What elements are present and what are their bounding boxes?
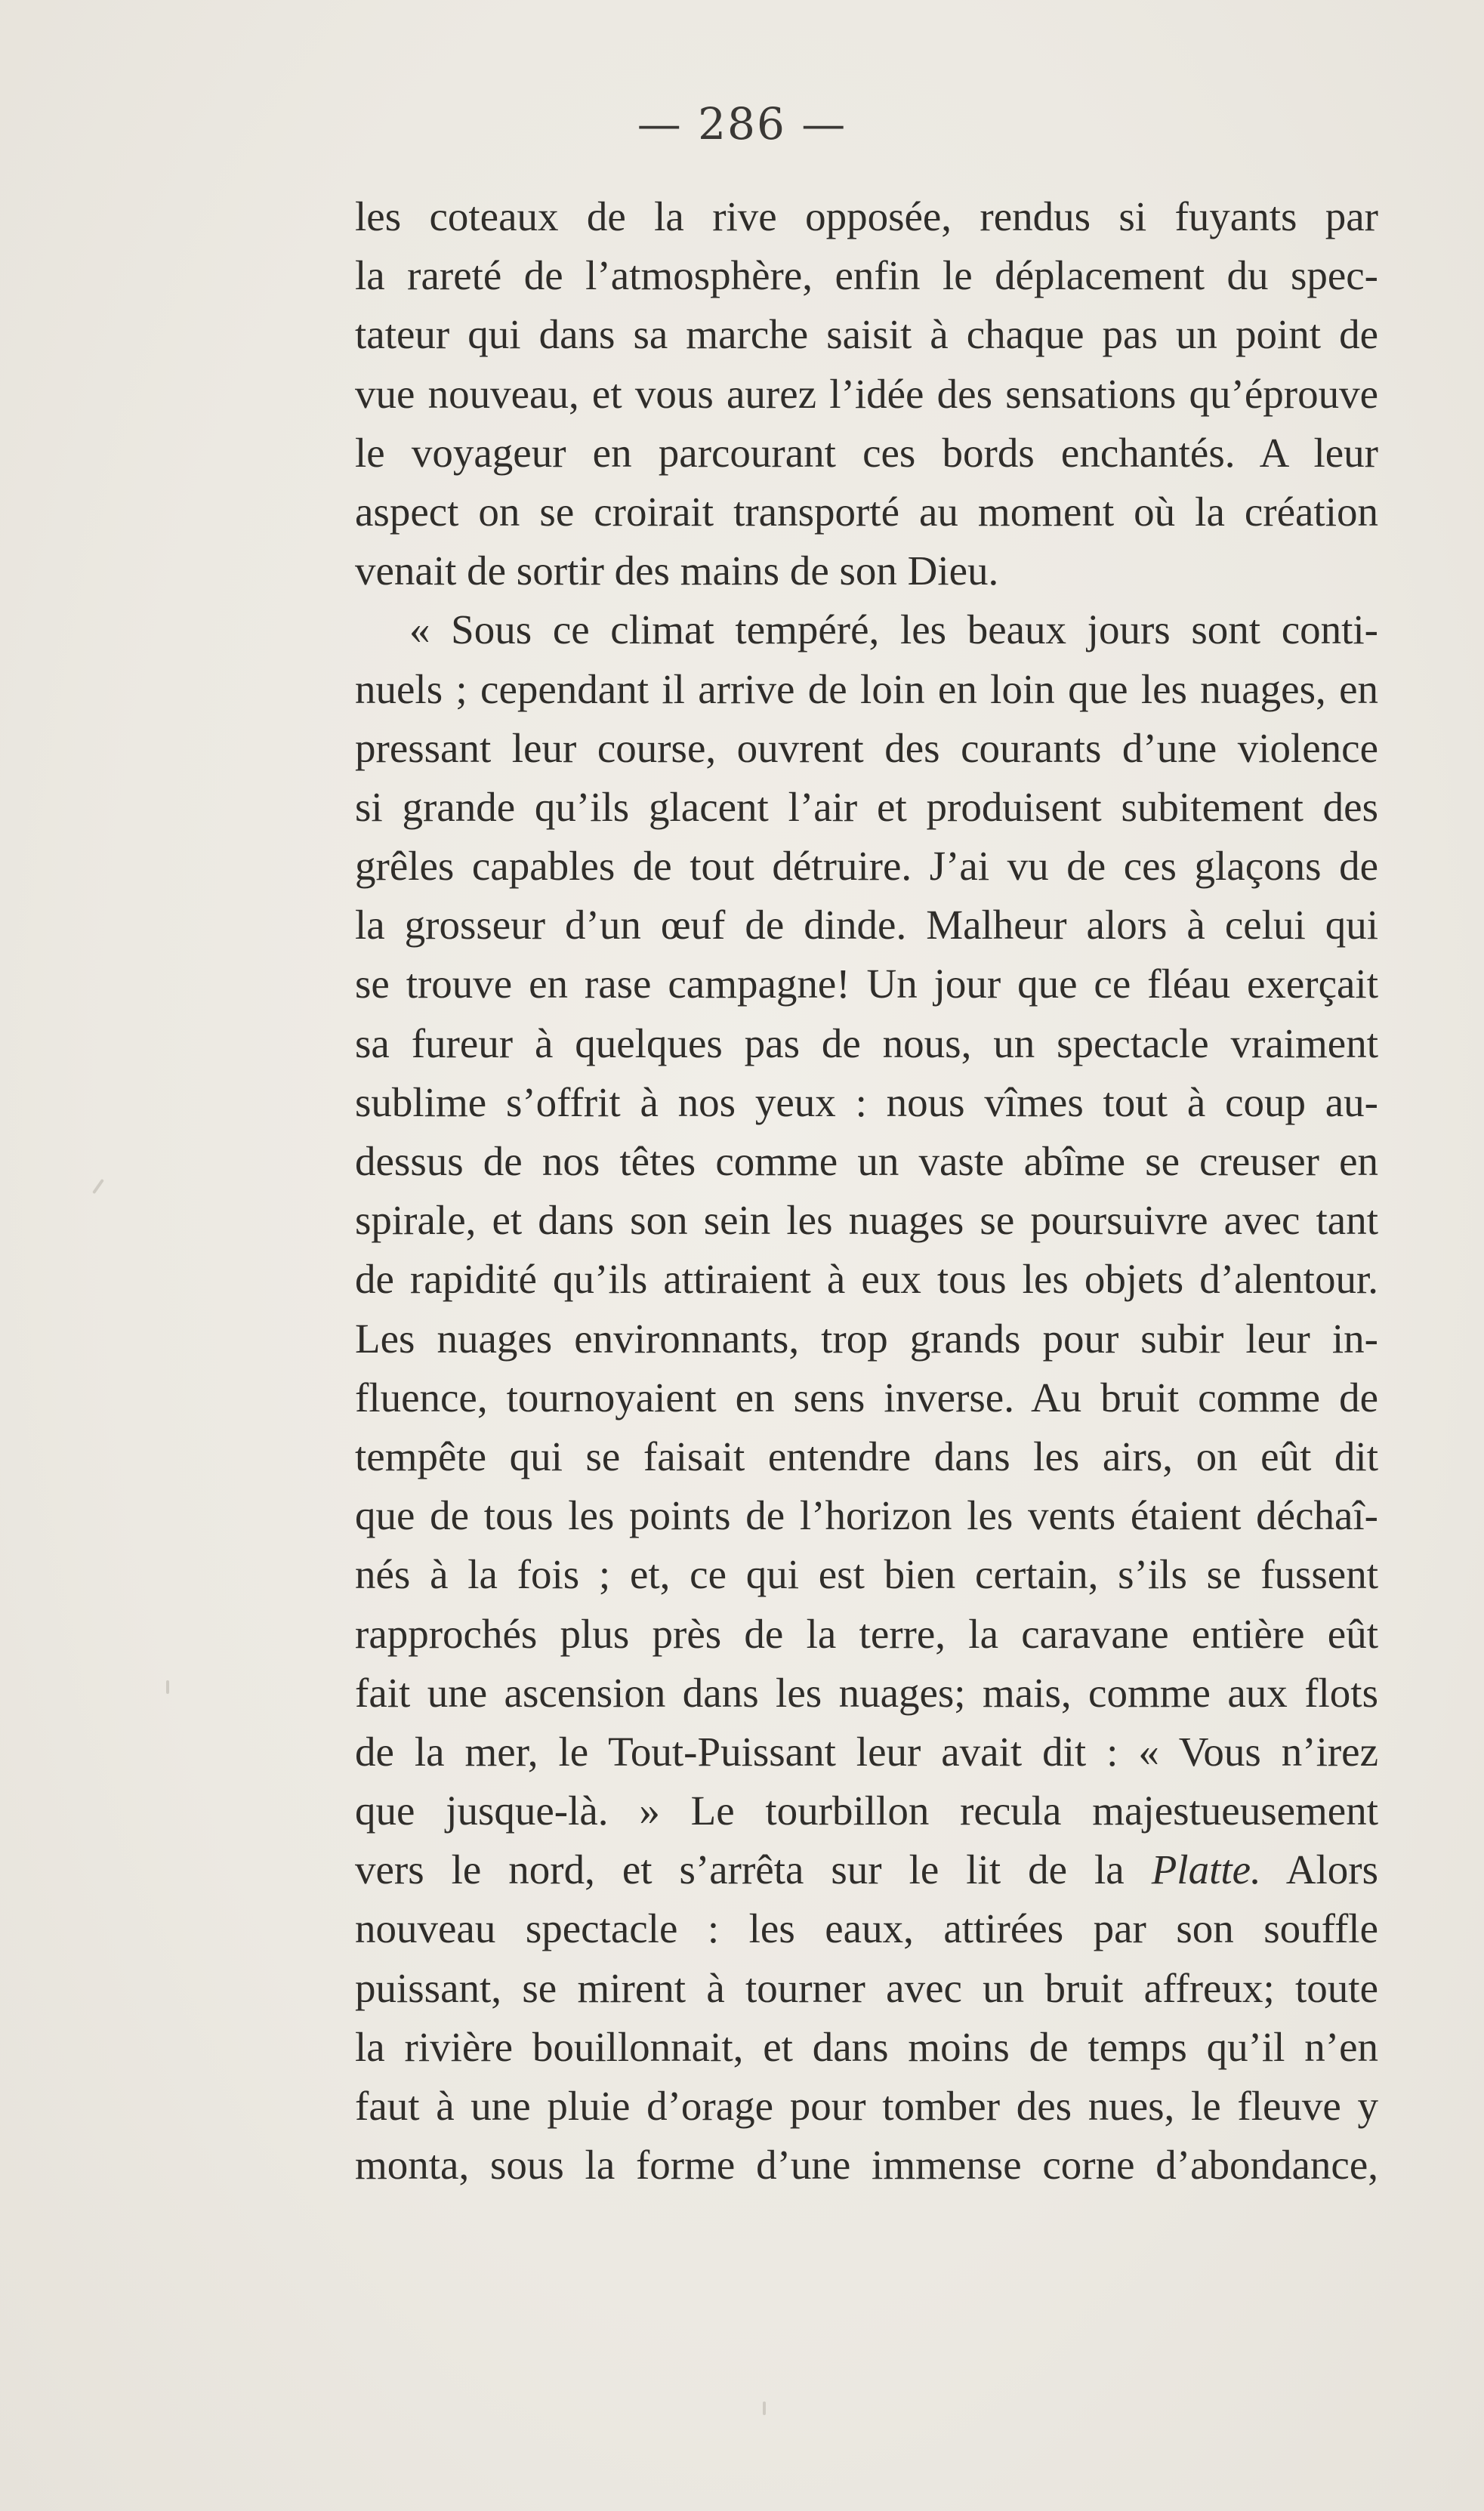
text-line: les coteaux de la rive opposée, rendus si fuyants par bbox=[355, 193, 1378, 239]
text-line: monta, sous la forme d’une immense corne d’abondance, bbox=[355, 2142, 1378, 2189]
text-line: si grande qu’ils glacent l’air et produisent subitement des bbox=[355, 783, 1378, 830]
text-line-with-italic bbox=[355, 1840, 1378, 1899]
text-line: nés à la fois ; et, ce qui est bien certain, s’ils se fussent bbox=[355, 1551, 1378, 1598]
text-line: la grosseur d’un œuf de dinde. Malheur alors à celui qui bbox=[355, 902, 1378, 949]
text-line: venait de sortir des mains de son Dieu. bbox=[355, 548, 999, 594]
text-line: de la mer, le Tout-Puissant leur avait dit : « Vous n’irez bbox=[355, 1728, 1378, 1775]
text-line: le voyageur en parcourant ces bords enchantés. A leur bbox=[355, 429, 1378, 476]
text-line: sa fureur à quelques pas de nous, un spectacle vraiment bbox=[355, 1020, 1378, 1066]
text-line: Les nuages environnants, trop grands pour subir leur in- bbox=[355, 1315, 1378, 1362]
text-line: que jusque-là. » Le tourbillon recula majestueusement bbox=[355, 1788, 1378, 1834]
text-line: de rapidité qu’ils attiraient à eux tous les objets d’alentour. bbox=[355, 1256, 1378, 1303]
text-line: « Sous ce climat tempéré, les beaux jours sont conti- bbox=[409, 606, 1378, 653]
text-line: rapprochés plus près de la terre, la caravane entière eût bbox=[355, 1610, 1378, 1657]
paper-speck bbox=[763, 2401, 766, 2415]
text-line: nuels ; cependant il arrive de loin en loin que les nuages, en bbox=[355, 665, 1378, 712]
text-line: faut à une pluie d’orage pour tomber des nues, le fleuve y bbox=[355, 2083, 1378, 2129]
text-line: aspect on se croirait transporté au moment où la création bbox=[355, 488, 1378, 535]
italic-place-name: Platte. bbox=[1151, 1846, 1261, 1893]
text-line: vue nouveau, et vous aurez l’idée des sensations qu’éprouve bbox=[355, 370, 1378, 417]
text-line: que de tous les points de l’horizon les vents étaient déchaî- bbox=[355, 1492, 1378, 1539]
body-text bbox=[355, 187, 1378, 2195]
paper-speck bbox=[166, 1680, 169, 1694]
text-line: tempête qui se faisait entendre dans les airs, on eût dit bbox=[355, 1433, 1378, 1479]
text-line: dessus de nos têtes comme un vaste abîme se creuser en bbox=[355, 1138, 1378, 1184]
text-line: sublime s’offrit à nos yeux : nous vîmes tout à coup au- bbox=[355, 1078, 1378, 1125]
text-line: puissant, se mirent à tourner avec un bruit affreux; toute bbox=[355, 1964, 1378, 2011]
text-line: la rivière bouillonnait, et dans moins de temps qu’il n’en bbox=[355, 2023, 1378, 2070]
text-segment: vers le nord, et s’arrêta sur le lit de la bbox=[355, 1846, 1125, 1893]
text-line: la rareté de l’atmosphère, enfin le déplacement du spec- bbox=[355, 252, 1378, 299]
text-line: tateur qui dans sa marche saisit à chaque pas un point de bbox=[355, 311, 1378, 358]
text-line: spirale, et dans son sein les nuages se poursuivre avec tant bbox=[355, 1197, 1378, 1244]
text-line: pressant leur course, ouvrent des courants d’une violence bbox=[355, 724, 1378, 771]
paper-speck bbox=[92, 1179, 104, 1194]
page-number-header: — 286 — bbox=[637, 98, 847, 150]
text-line: se trouve en rase campagne! Un jour que ce fléau exerçait bbox=[355, 961, 1378, 1007]
text-line: fluence, tournoyaient en sens inverse. Au bruit comme de bbox=[355, 1374, 1378, 1421]
text-line: fait une ascension dans les nuages; mais, comme aux flots bbox=[355, 1669, 1378, 1716]
text-line: grêles capables de tout détruire. J’ai vu de ces glaçons de bbox=[355, 843, 1378, 890]
text-segment: Alors bbox=[1285, 1846, 1379, 1893]
text-line: nouveau spectacle : les eaux, attirées par son souffle bbox=[355, 1905, 1378, 1952]
